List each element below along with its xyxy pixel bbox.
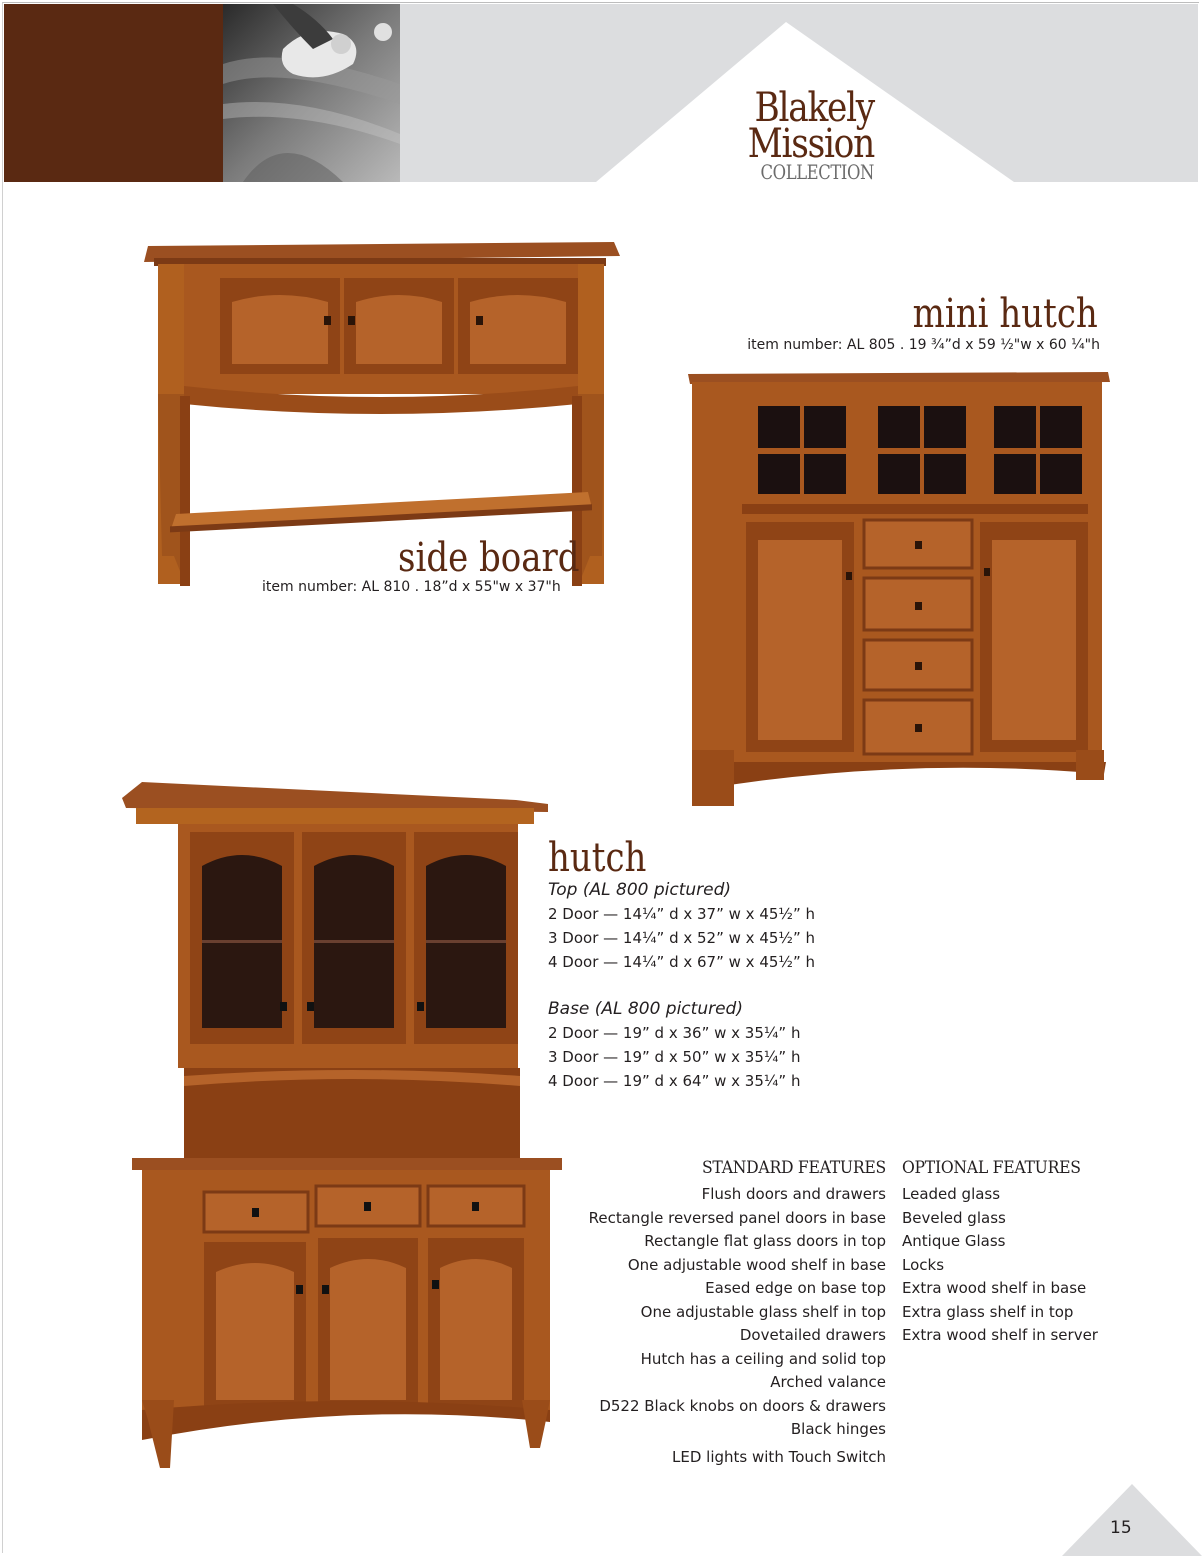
side-board-title: side board [398, 535, 580, 581]
hutch-top-specs [548, 878, 815, 974]
standard-feature-item: Rectangle reversed panel doors in base [588, 1208, 886, 1227]
standard-feature-item: One adjustable glass shelf in top [640, 1302, 886, 1321]
standard-features-heading: STANDARD FEATURES [702, 1158, 886, 1178]
hutch-image [122, 780, 568, 1470]
optional-feature-item: Extra glass shelf in top [902, 1302, 1074, 1321]
hutch-base-heading: Base (AL 800 pictured) [548, 999, 743, 1019]
collection-brand [727, 85, 874, 184]
page-number: 15 [1110, 1518, 1132, 1538]
optional-feature-item: Antique Glass [902, 1232, 1006, 1250]
standard-features-list [589, 1183, 886, 1469]
optional-feature-item: Leaded glass [902, 1185, 1001, 1203]
standard-feature-item: One adjustable wood shelf in base [627, 1255, 886, 1274]
brand-line-1: Blakely [754, 85, 874, 131]
hand-polishing-wood-photo [223, 4, 400, 182]
hutch-title: hutch [548, 835, 647, 881]
standard-feature-item: Hutch has a ceiling and solid top [640, 1349, 886, 1368]
standard-feature-item: LED lights with Touch Switch [672, 1447, 886, 1466]
brand-line-2: Mission [747, 121, 874, 167]
mini-hutch-image [688, 370, 1112, 810]
hutch-top-line: 2 Door — 14¼” d x 37” w x 45½” h [548, 905, 815, 923]
hutch-top-heading: Top (AL 800 pictured) [548, 880, 732, 900]
optional-features-heading: OPTIONAL FEATURES [902, 1158, 1081, 1178]
standard-feature-item: Eased edge on base top [705, 1279, 886, 1297]
standard-feature-item: Flush doors and drawers [701, 1185, 886, 1203]
side-board-image [140, 236, 630, 586]
header-brown-block [4, 4, 223, 182]
side-board-item: item number: AL 810 . 18”d x 55"w x 37"h [262, 579, 561, 595]
optional-features-list [902, 1183, 1098, 1348]
hutch-top-line: 3 Door — 14¼” d x 52” w x 45½” h [548, 929, 815, 947]
page-corner-triangle [1062, 1484, 1202, 1556]
standard-feature-item: Black hinges [790, 1420, 886, 1438]
optional-feature-item: Beveled glass [902, 1208, 1006, 1227]
optional-feature-item: Extra wood shelf in server [902, 1326, 1098, 1344]
hutch-base-specs [548, 997, 800, 1093]
hutch-base-line: 4 Door — 19” d x 64” w x 35¼” h [548, 1072, 801, 1090]
mini-hutch-item: item number: AL 805 . 19 ¾”d x 59 ½"w x 60 ¼"h [747, 337, 1100, 353]
optional-feature-item: Extra wood shelf in base [902, 1279, 1087, 1297]
standard-feature-item: Arched valance [770, 1373, 886, 1391]
standard-feature-item: Rectangle flat glass doors in top [644, 1232, 886, 1250]
hutch-base-line: 3 Door — 19” d x 50” w x 35¼” h [548, 1048, 801, 1066]
hutch-base-line: 2 Door — 19” d x 36” w x 35¼” h [548, 1024, 801, 1042]
optional-feature-item: Locks [902, 1255, 945, 1274]
brand-line-3: COLLECTION [760, 160, 874, 184]
standard-feature-item: D522 Black knobs on doors & drawers [599, 1396, 886, 1415]
hutch-top-line: 4 Door — 14¼” d x 67” w x 45½” h [548, 953, 815, 971]
mini-hutch-title: mini hutch [912, 291, 1098, 337]
standard-feature-item: Dovetailed drawers [739, 1326, 886, 1344]
